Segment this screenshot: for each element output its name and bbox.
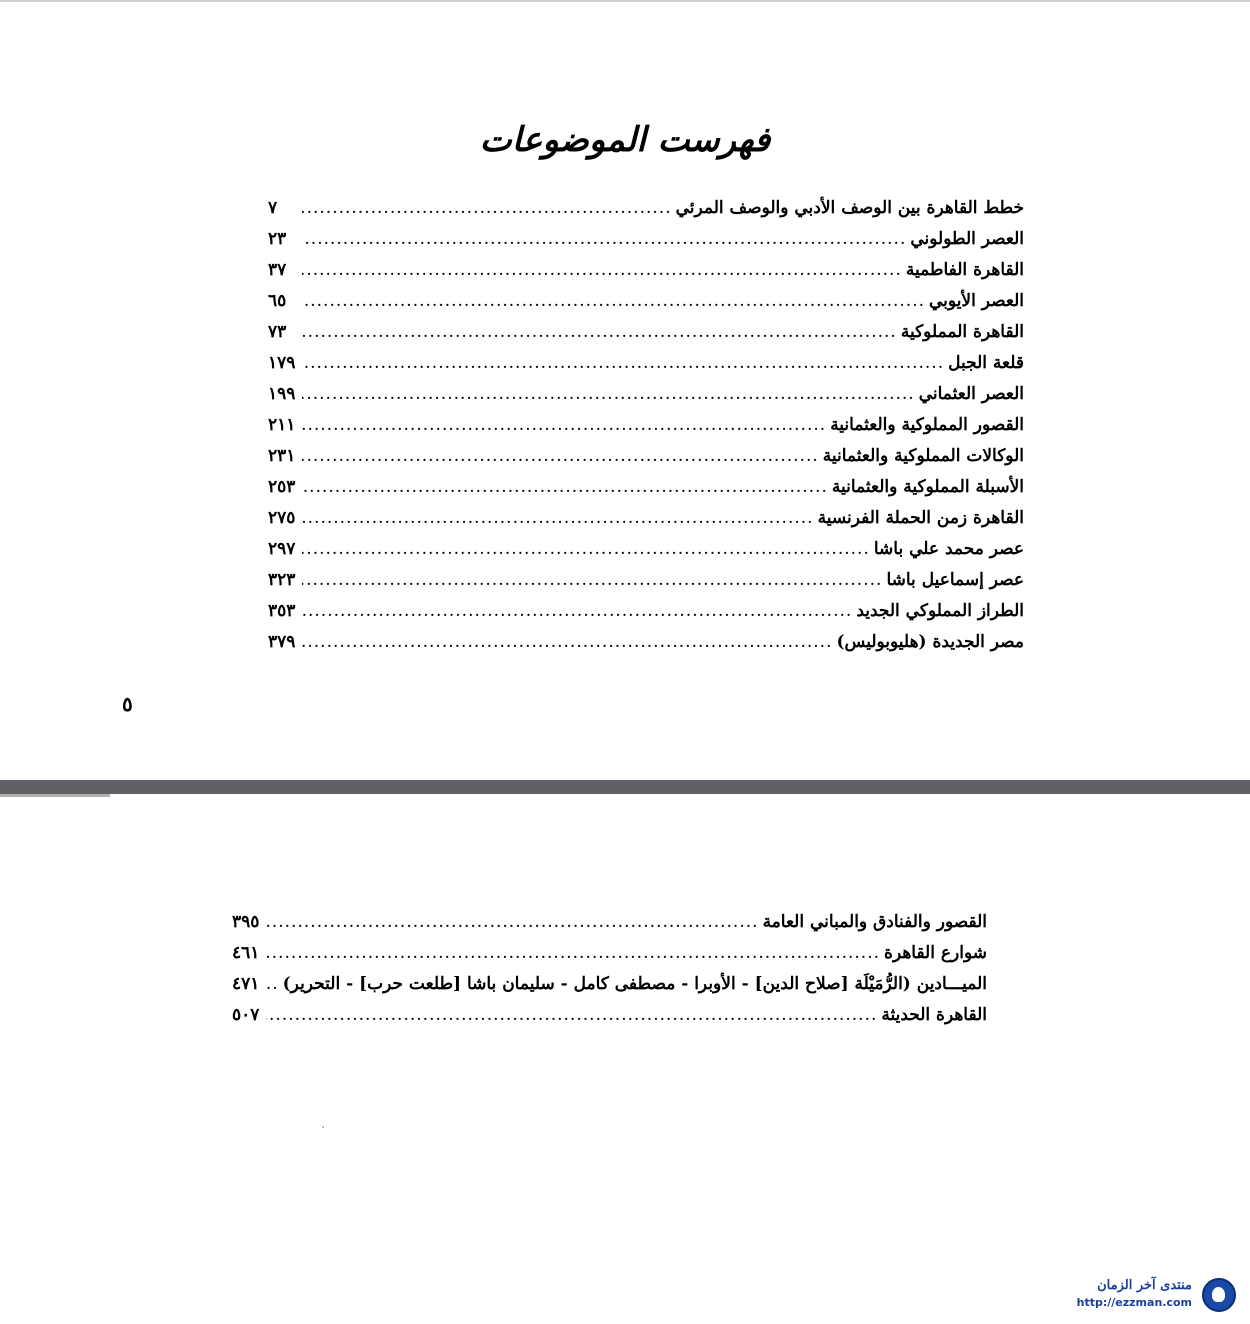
toc-entry-page: ٥٠٧: [232, 1005, 260, 1025]
toc-entry-label: عصر إسماعيل باشا: [886, 570, 1024, 590]
toc-entry-label: القاهرة زمن الحملة الفرنسية: [817, 508, 1024, 528]
toc-entry[interactable]: [268, 508, 1024, 539]
forum-logo-icon: [1202, 1278, 1236, 1312]
toc-entry-page: ٧٣: [268, 322, 287, 342]
toc-entry[interactable]: [268, 384, 1024, 415]
leader-dots: [302, 384, 915, 404]
leader-dots: [302, 260, 902, 280]
watermark-url: http://ezzman.com: [1076, 1296, 1192, 1309]
toc-entry-page: ٢٣١: [268, 446, 296, 466]
toc-entry-page: ٣٩٥: [232, 912, 260, 932]
page-lower: [0, 797, 1250, 1324]
toc-entry-label: القاهرة المملوكية: [900, 322, 1024, 342]
toc-entry-label: شوارع القاهرة: [884, 943, 987, 963]
toc-entry[interactable]: [232, 1005, 987, 1036]
toc-entry-page: ١٩٩: [268, 384, 296, 404]
toc-list-lower: [232, 912, 987, 1036]
page-title: فهرست الموضوعات: [479, 120, 771, 160]
leader-dots: [302, 632, 832, 652]
toc-entry[interactable]: [268, 446, 1024, 477]
toc-entry-page: ٣٥٣: [268, 601, 296, 621]
toc-entry-label: الوكالات المملوكية والعثمانية: [822, 446, 1024, 466]
toc-entry-page: ٣٧: [268, 260, 287, 280]
leader-dots: [266, 912, 759, 932]
toc-entry-page: ٢٥٣: [268, 477, 296, 497]
toc-entry-label: الميـــادين (الرُّمَيْلَة [صلاح الدين] - الأوبرا - مصطفى كامل - سليمان باشا [طلعت حرب] - التحرير): [282, 974, 987, 994]
leader-dots: [302, 353, 944, 373]
toc-entry[interactable]: [268, 632, 1024, 663]
toc-entry-page: ١٧٩: [268, 353, 296, 373]
toc-entry-page: ٤٧١: [232, 974, 260, 994]
leader-dots: [302, 322, 897, 342]
toc-entry[interactable]: [268, 353, 1024, 384]
leader-dots: [266, 1005, 877, 1025]
toc-entry-page: ٧: [268, 198, 278, 218]
toc-entry[interactable]: [268, 260, 1024, 291]
scan-speck: [322, 1126, 324, 1128]
toc-entry[interactable]: [268, 570, 1024, 601]
toc-entry-page: ٢٣: [268, 229, 287, 249]
leader-dots: [302, 198, 672, 218]
toc-entry-label: العصر الأيوبي: [929, 291, 1024, 311]
toc-entry-label: القاهرة الحديثة: [881, 1005, 987, 1025]
toc-entry-label: الأسبلة المملوكية والعثمانية: [831, 477, 1024, 497]
toc-entry-page: ٣٢٣: [268, 570, 296, 590]
leader-dots: [302, 477, 828, 497]
toc-entry-page: ٢٧٥: [268, 508, 296, 528]
toc-entry-label: قلعة الجبل: [948, 353, 1024, 373]
toc-entry[interactable]: [268, 601, 1024, 632]
toc-entry-page: ٢١١: [268, 415, 296, 435]
toc-entry-label: القصور المملوكية والعثمانية: [830, 415, 1024, 435]
toc-entry-label: العصر الطولوني: [910, 229, 1024, 249]
toc-entry[interactable]: [268, 229, 1024, 260]
leader-dots: [302, 508, 814, 528]
toc-entry[interactable]: [268, 539, 1024, 570]
page-separator: [0, 780, 1250, 794]
leader-dots: [302, 570, 882, 590]
leader-dots: [302, 229, 906, 249]
toc-entry[interactable]: [268, 477, 1024, 508]
toc-list-upper: [268, 198, 1024, 663]
toc-entry[interactable]: [268, 198, 1024, 229]
toc-entry-page: ٣٧٩: [268, 632, 296, 652]
page-number: ٥: [122, 692, 133, 716]
leader-dots: [266, 974, 279, 994]
toc-entry-label: العصر العثماني: [918, 384, 1024, 404]
toc-entry-label: عصر محمد علي باشا: [873, 539, 1024, 559]
leader-dots: [302, 415, 826, 435]
leader-dots: [302, 446, 819, 466]
toc-entry[interactable]: [232, 912, 987, 943]
leader-dots: [302, 539, 870, 559]
toc-entry-label: الطراز المملوكي الجديد: [856, 601, 1024, 621]
toc-entry-label: القصور والفنادق والمباني العامة: [762, 912, 987, 932]
watermark[interactable]: [996, 1276, 1236, 1316]
toc-entry[interactable]: [232, 943, 987, 974]
toc-entry[interactable]: [268, 322, 1024, 353]
leader-dots: [302, 601, 852, 621]
toc-entry-label: القاهرة الفاطمية: [905, 260, 1024, 280]
toc-entry-page: ٢٩٧: [268, 539, 296, 559]
leader-dots: [302, 291, 925, 311]
toc-entry[interactable]: [268, 291, 1024, 322]
leader-dots: [266, 943, 880, 963]
toc-entry-page: ٦٥: [268, 291, 287, 311]
toc-entry[interactable]: [268, 415, 1024, 446]
toc-entry-page: ٤٦١: [232, 943, 260, 963]
watermark-name: منتدى آخر الزمان: [1097, 1278, 1192, 1293]
toc-entry[interactable]: [232, 974, 987, 1005]
toc-entry-label: مصر الجديدة (هليوبوليس): [836, 632, 1024, 652]
toc-entry-label: خطط القاهرة بين الوصف الأدبي والوصف المرئي: [675, 198, 1024, 218]
